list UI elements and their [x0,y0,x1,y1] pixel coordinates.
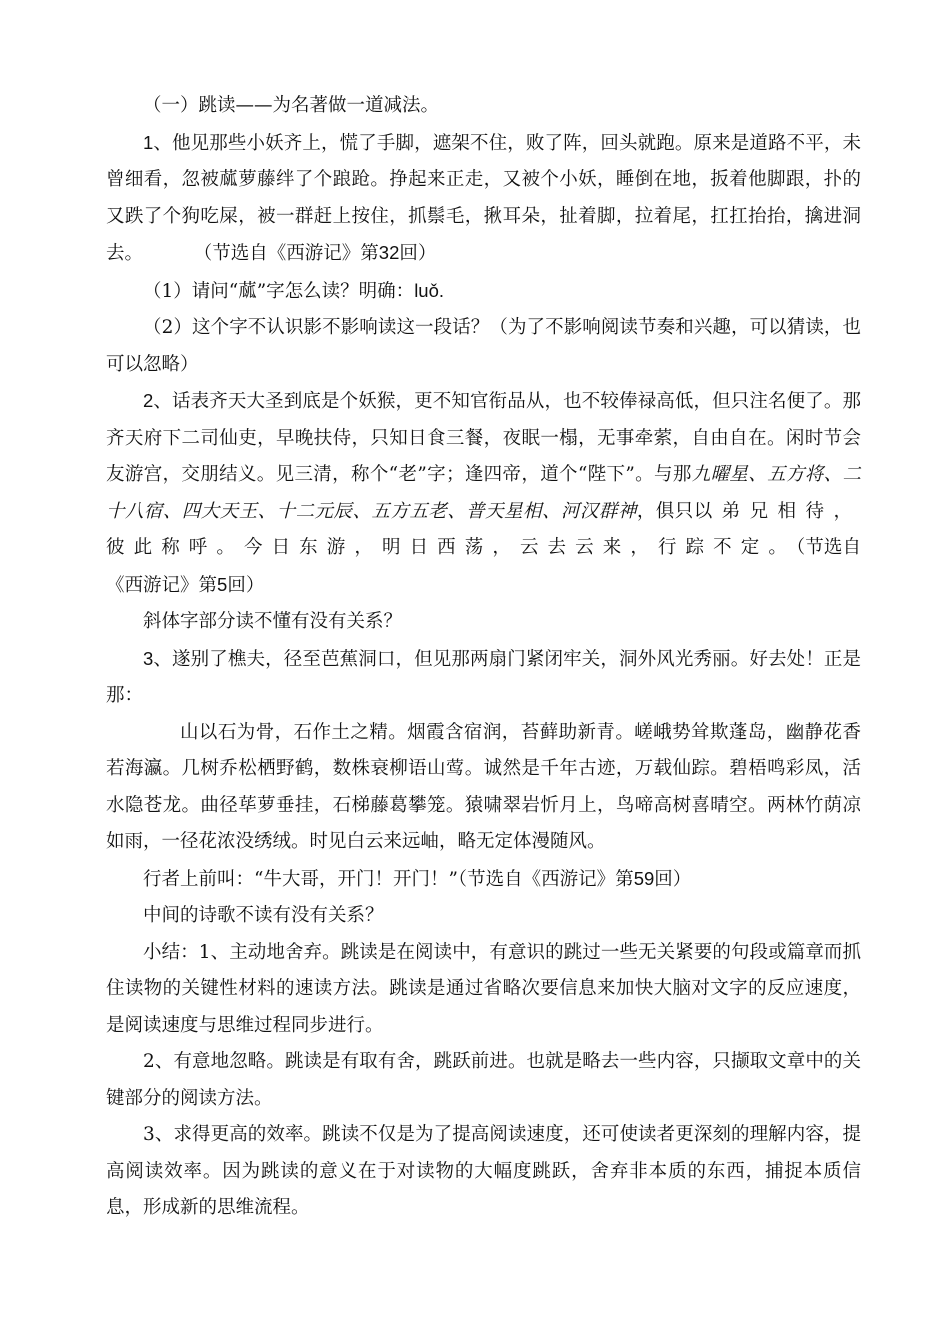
passage-1 [106,125,861,273]
passage-1-number: 1、 [143,131,173,153]
question-1-text: （1）请问“蓏”字怎么读？明确： [143,280,415,302]
passage-3 [106,641,861,715]
passage-1-source: （节选自《西游记》第32回） [203,242,437,264]
question-4: 中间的诗歌不读有没有关系？ [143,905,384,926]
question-1 [106,273,861,311]
passage-1-text: 他见那些小妖齐上，慌了手脚，遮架不住，败了阵，回头就跑。原来是道路不平，未曾细看，忽被蓏萝藤绊了个踉跄。挣起来正走，又被个小妖，睡倒在地，扳着他脚跟，扑的又跌了个狗吃屎，被一群赶上按住，抓鬃毛，揪耳朵，扯着脚，拉着尾，扛扛抬抬，擒进洞去。 [106,132,861,264]
poem: 山以石为骨，石作土之精。烟霞含宿润，苔藓助新青。嵯峨势耸欺蓬岛，幽静花香若海瀛。几树乔松栖野鹤，数株衰柳语山莺。诚然是千年古迹，万载仙踪。碧梧鸣彩凤，活水隐苍龙。曲径荜萝垂挂，石梯藤葛攀笼。猿啸翠岩忻月上，鸟啼高树喜晴空。两林竹荫凉如雨，一径花浓没绣绒。时见白云来远岫，略无定体漫随风。 [106,721,861,852]
passage-3-text: 遂别了樵夫，径至芭蕉洞口，但见那两扇门紧闭牢关，洞外风光秀丽。好去处！正是那： [106,648,861,706]
passage-2-text: 话表齐天大圣到底是个妖猴，更不知官衔品从，也不较俸禄高低，但只注名便了。那齐天府下二司仙吏，早晚扶侍，只知日食三餐，夜眠一榻，无事牵萦，自由自在。闲时节会友游宫，交朋结义。见三清，称个“老”字；逢四帝，道个“陛下”。与那 [106,391,861,485]
question-2: （2）这个字不认识影不影响读这一段话？（为了不影响阅读节奏和兴趣，可以猜读，也可以忽略） [106,317,861,375]
section-heading: （一）跳读——为名著做一道减法。 [143,95,440,116]
passage-2-italic-names: 九曜星、五方将、二十八宿、四大天王、十二元辰、五方五老、普天星相、河汉群神 [106,464,861,522]
passage-4-text: 行者上前叫：“牛大哥，开门！开门！” [143,868,458,890]
passage-4 [106,861,861,899]
document-page [106,88,861,1227]
question-3: 斜体字部分读不懂有没有关系？ [143,611,403,632]
summary-3: 3、求得更高的效率。跳读不仅是为了提高阅读速度，还可使读者更深刻的理解内容，提高阅读效率。因为跳读的意义在于对读物的大幅度跳跃，舍弃非本质的东西，捕捉本质信息，形成新的思维流程。 [106,1124,861,1218]
question-1-answer: luǒ. [414,279,445,301]
passage-3-number: 3、 [143,647,173,669]
summary-1: 小结：1、主动地舍弃。跳读是在阅读中，有意识的跳过一些无关紧要的句段或篇章而抓住读物的关键性材料的速读方法。跳读是通过省略次要信息来加快大脑对文字的反应速度，是阅读速度与思维过程同步进行。 [106,941,861,1036]
passage-2-number: 2、 [143,390,173,411]
passage-2-rest: ，俱只 [636,500,694,522]
summary-2: 2、有意地忽略。跳读是有取有舍，跳跃前进。也就是略去一些内容，只撷取文章中的关键部分的阅读方法。 [106,1051,861,1109]
passage-2-spread: 以弟兄相待，彼此称呼。今日东游，明日西荡，云去云来，行踪不定。 [106,500,861,558]
passage-2-source: （节选自《西游记》第5回） [106,537,861,596]
passage-2 [106,383,861,604]
passage-4-source: （节选自《西游记》第59回） [457,867,692,890]
